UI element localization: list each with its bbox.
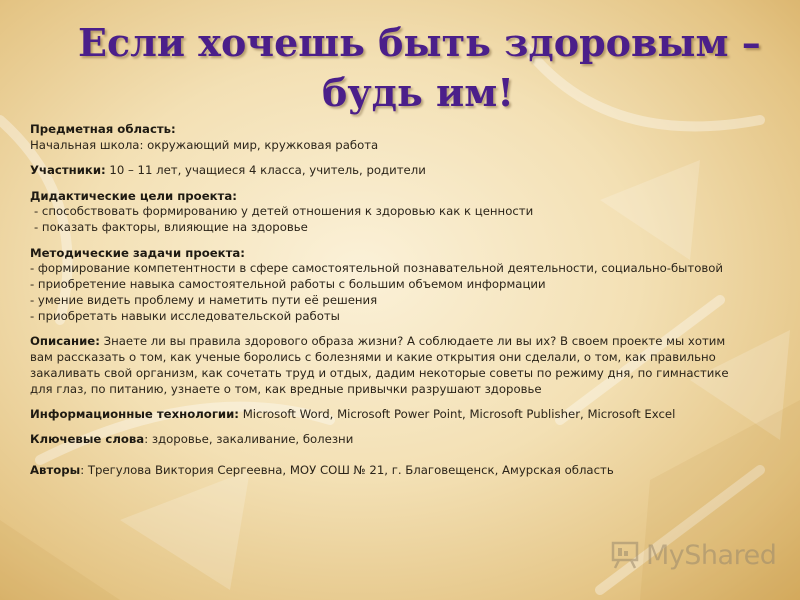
- subject-area-label: Предметная область:: [30, 122, 176, 136]
- participants-text: 10 – 11 лет, учащиеся 4 класса, учитель, родители: [105, 163, 426, 178]
- subject-area-section: [30, 122, 742, 154]
- methodical-task-item: - формирование компетентности в сфере самостоятельной познавательной деятельности, социально-бытовой: [30, 261, 723, 276]
- watermark-text: MyShared: [646, 539, 777, 571]
- participants-label: Участники:: [30, 163, 106, 178]
- authors-section: [30, 463, 742, 479]
- keywords-section: [30, 432, 742, 448]
- didactic-goals-label: Дидактические цели проекта:: [30, 188, 237, 203]
- participants-section: [30, 163, 742, 179]
- slide-title: [0, 18, 800, 118]
- it-section: [30, 407, 742, 423]
- methodical-tasks-label: Методические задачи проекта:: [30, 245, 245, 260]
- methodical-tasks-section: [30, 246, 742, 325]
- it-label: Информационные технологии:: [30, 406, 239, 421]
- keywords-label: Ключевые слова: [30, 432, 145, 447]
- methodical-task-item: - приобретать навыки исследовательской работы: [30, 308, 340, 323]
- methodical-task-item: - приобретение навыка самостоятельной работы с большим объемом информации: [30, 277, 546, 292]
- methodical-task-item: - умение видеть проблему и наметить пути её решения: [30, 292, 378, 307]
- subject-area-text: Начальная школа: окружающий мир, кружковая работа: [30, 137, 379, 152]
- presentation-board-icon: [610, 540, 640, 570]
- watermark: [610, 538, 776, 572]
- didactic-goal-item: - показать факторы, влияющие на здоровье: [34, 220, 308, 235]
- it-text: Microsoft Word, Microsoft Power Point, Microsoft Publisher, Microsoft Excel: [238, 406, 676, 421]
- description-section: [30, 334, 742, 397]
- keywords-text: : здоровье, закаливание, болезни: [144, 432, 354, 447]
- didactic-goal-item: - способствовать формированию у детей отношения к здоровью как к ценности: [34, 204, 534, 219]
- didactic-goals-section: [30, 189, 742, 236]
- slide-title-line-2: будь им!: [322, 70, 514, 115]
- slide-title-line-1: Если хочешь быть здоровым –: [78, 20, 761, 65]
- authors-label: Авторы: [30, 463, 81, 478]
- authors-text: : Трегулова Виктория Сергеевна, МОУ СОШ № 21, г. Благовещенск, Амурская область: [80, 463, 614, 478]
- description-label: Описание:: [30, 334, 100, 349]
- description-text: Знаете ли вы правила здорового образа жизни? А соблюдаете ли вы их? В своем проекте мы хотим вам рассказать о том, как ученые боролись с болезнями и какие открытия они сделали, о том, как правильно закаливать свой организм, как сочетать труд и отдых, дадим некоторые советы по режиму дня, по гимнастике для глаз, по питанию, узнаете о том, как вредные привычки разрушают здоровье: [30, 334, 729, 396]
- slide-body: [30, 122, 742, 489]
